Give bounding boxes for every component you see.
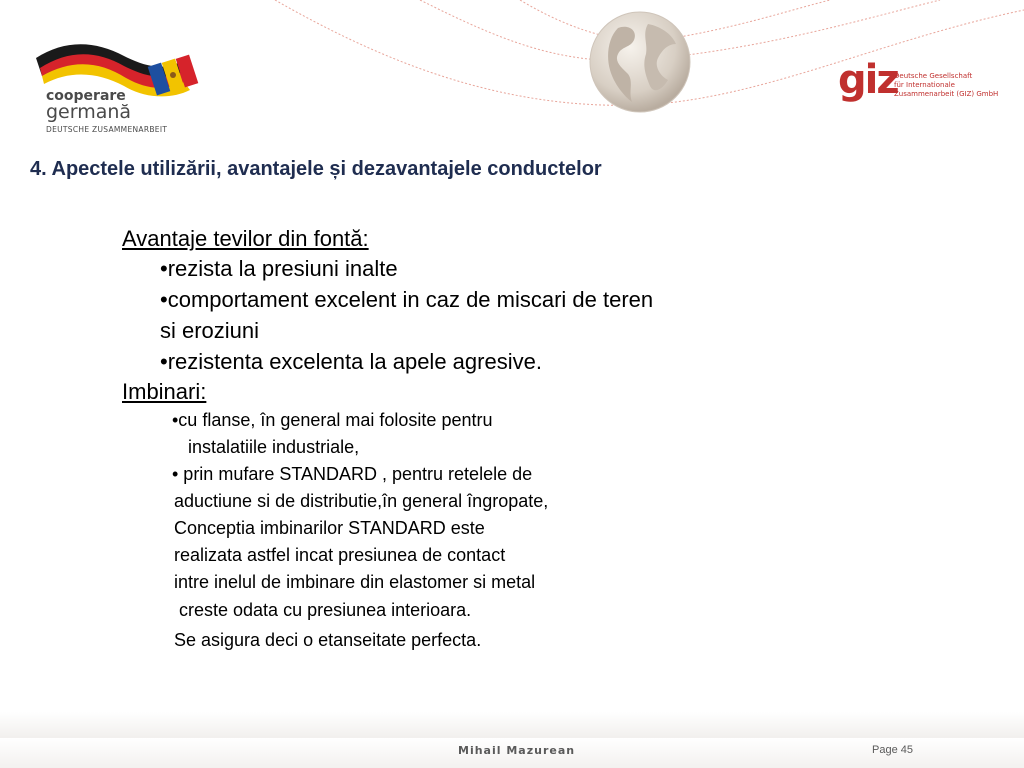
cooperare-germana-logo <box>34 38 204 138</box>
footer-shadow <box>0 712 1024 738</box>
giz-mark: giz <box>838 57 898 103</box>
joint-item: realizata astfel incat presiunea de contact <box>174 545 506 565</box>
logo-text-cooperare: cooperare <box>46 88 126 104</box>
giz-logo <box>838 57 999 110</box>
slide-title: 4. Apectele utilizării, avantajele și dezavantajele conductelor <box>30 158 602 180</box>
giz-name-line3: Zusammenarbeit (GIZ) GmbH <box>894 90 999 98</box>
joint-item: Se asigura deci o etanseitate perfecta. <box>174 630 482 650</box>
joint-item: intre inelul de imbinare din elastomer si metal <box>174 572 536 592</box>
giz-name <box>894 72 998 99</box>
joint-item: • prin mufare STANDARD , pentru retelele de <box>172 464 533 484</box>
joint-item: creste odata cu presiunea interioara. <box>174 600 472 620</box>
page-number: Page 45 <box>872 744 913 756</box>
logo-text-deutsche: DEUTSCHE ZUSAMMENARBEIT <box>46 125 168 134</box>
advantage-item: •comportament excelent in caz de miscari de teren <box>160 287 654 312</box>
advantage-item: si eroziuni <box>160 318 260 343</box>
joints-heading: Imbinari: <box>122 379 207 404</box>
joint-item: Conceptia imbinarilor STANDARD este <box>174 518 485 538</box>
logo-text-germana: germană <box>46 101 132 123</box>
globe-icon <box>588 10 692 114</box>
advantage-item: •rezistenta excelenta la apele agresive. <box>160 349 542 374</box>
joint-item: •cu flanse, în general mai folosite pentru <box>172 410 493 430</box>
giz-name-line2: für Internationale <box>894 81 955 89</box>
advantages-heading: Avantaje tevilor din fontă: <box>122 226 369 251</box>
footer-author: Mihail Mazurean <box>458 744 576 757</box>
advantage-item: •rezista la presiuni inalte <box>160 256 398 281</box>
joint-item: instalatiile industriale, <box>188 437 360 457</box>
giz-name-line1: Deutsche Gesellschaft <box>894 72 973 80</box>
joint-item: aductiune si de distributie,în general îngropate, <box>174 491 549 511</box>
